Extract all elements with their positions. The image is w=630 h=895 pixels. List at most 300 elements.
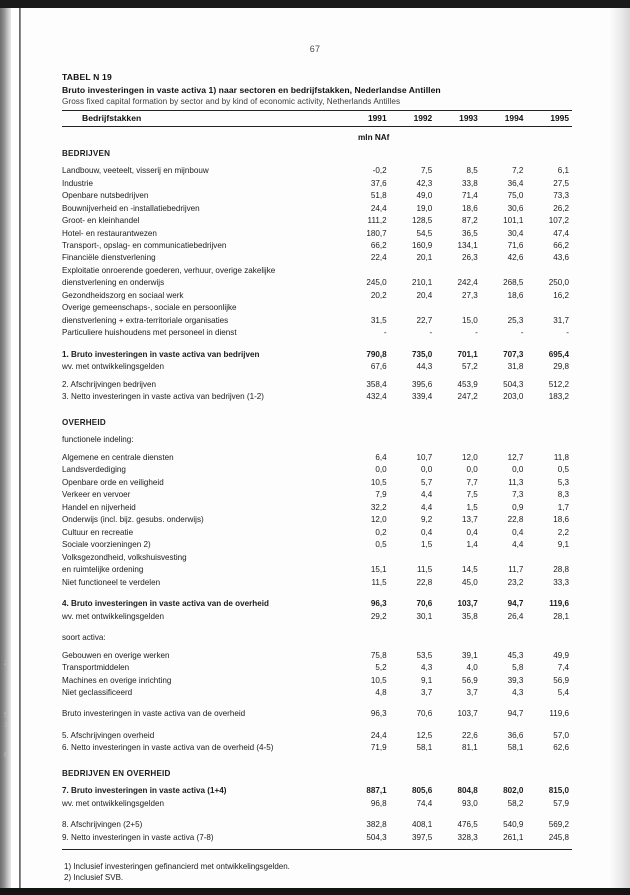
cell-1993: 701,1 — [457, 349, 478, 359]
cell-1992: 49,0 — [416, 191, 433, 201]
row-label: Sociale voorzieningen 2) — [62, 540, 151, 550]
cell-1991 — [344, 302, 390, 314]
row-label: Particuliere huishoudens met personeel in dienst — [62, 328, 237, 338]
cell-1993: 57,2 — [462, 362, 478, 372]
cell-1991: 111,2 — [367, 216, 387, 226]
row-label: Bouwnijverheid en -installatiebedrijven — [62, 203, 200, 213]
bleed-through-mark: 6 — [4, 752, 8, 759]
row-label: Niet geclassificeerd — [62, 688, 133, 697]
row-label: 8. Afschrijvingen (2+5) — [62, 820, 143, 830]
table-title-english: Gross fixed capital formation by sector and by kind of economic activity, Netherlands Antilles — [62, 97, 401, 106]
cell-1994: - — [520, 328, 524, 338]
cell-1993: 453,9 — [457, 379, 478, 389]
bleed-through-mark: 2 — [4, 660, 8, 667]
cell-1991: 67,6 — [370, 362, 387, 372]
table-title-dutch: Bruto investeringen in vaste activa 1) naar sectoren en bedrijfstakken, Nederlandse Antillen — [62, 85, 441, 95]
cell-1995: 815,0 — [548, 786, 569, 796]
cell-1993: 15,0 — [462, 315, 478, 325]
table-row — [62, 252, 572, 264]
section-heading-row — [62, 147, 572, 159]
cell-1993: 33,8 — [462, 178, 478, 188]
row-label: dienstverlening + extra-territoriale organisaties — [62, 315, 229, 325]
scan-edge-top — [0, 0, 630, 8]
cell-1991: 96,3 — [370, 599, 387, 609]
table-row — [62, 598, 572, 610]
row-label: Industrie — [62, 178, 94, 188]
cell-1993: 45,0 — [462, 577, 478, 587]
row-label: Niet functioneel te verdelen — [62, 577, 161, 587]
row-label: Landsverdediging — [62, 465, 126, 475]
cell-1994: 4,3 — [512, 688, 524, 697]
cell-1992: 20,1 — [416, 253, 433, 263]
cell-1993: 0,4 — [466, 527, 478, 537]
row-label: 6. Netto investeringen in vaste activa van de overheid (4-5) — [62, 743, 274, 753]
cell-1992: 10,7 — [416, 452, 433, 462]
row-label: Hotel- en restaurantwezen — [62, 228, 157, 238]
cell-1992: 408,1 — [411, 820, 433, 830]
cell-1995: 0,5 — [557, 465, 569, 475]
cell-1994: 802,0 — [503, 786, 524, 796]
table-row — [62, 576, 572, 588]
cell-1995: 107,2 — [548, 216, 569, 226]
cell-1993: 0,0 — [466, 465, 478, 475]
section-heading: BEDRIJVEN — [62, 148, 111, 158]
table-row — [62, 361, 572, 373]
cell-1991: 790,8 — [366, 349, 387, 359]
row-label: Gebouwen en overige werken — [62, 650, 170, 660]
cell-1993: 103,7 — [457, 709, 478, 719]
table-row — [62, 797, 572, 809]
cell-1993: 4,0 — [466, 663, 478, 673]
cell-1993: 26,3 — [462, 253, 478, 263]
cell-1995: 695,4 — [548, 349, 569, 359]
cell-1994: 94,7 — [507, 599, 524, 609]
table-row — [62, 277, 572, 289]
row-label: dienstverlening en onderwijs — [62, 278, 165, 288]
cell-1992: 397,5 — [411, 832, 433, 842]
table-row — [62, 189, 572, 201]
table-row — [62, 451, 572, 463]
cell-1995: 9,1 — [557, 540, 569, 550]
sub-heading: soort activa: — [62, 633, 106, 643]
cell-1994: 504,3 — [503, 379, 524, 389]
table-row — [62, 649, 572, 661]
cell-1992: - — [429, 328, 433, 338]
cell-1992: 74,4 — [416, 798, 433, 808]
cell-1991: 504,3 — [366, 832, 387, 842]
cell-1993: 247,2 — [457, 392, 478, 402]
cell-1992: 395,6 — [411, 379, 433, 389]
cell-1995: 28,8 — [553, 565, 569, 575]
cell-1995: 56,9 — [553, 675, 569, 685]
row-label: Volksgezondheid, volkshuisvesting — [62, 552, 187, 562]
cell-1993: 36,5 — [462, 228, 478, 238]
cell-1992: 9,1 — [420, 675, 433, 685]
cell-1992: 19,0 — [416, 203, 433, 213]
row-label: 7. Bruto investeringen in vaste activa (1+4) — [62, 786, 227, 796]
cell-1995: 57,0 — [553, 730, 569, 740]
cell-1995: 8,3 — [557, 490, 569, 500]
cell-1993: 27,3 — [462, 290, 478, 300]
cell-1993: 1,4 — [466, 540, 478, 550]
cell-1993: 35,8 — [462, 611, 478, 621]
cell-1995: 119,6 — [549, 709, 569, 719]
column-header-1991: 1991 — [367, 113, 387, 123]
cell-1993: 39,1 — [462, 650, 478, 660]
cell-1993: 18,6 — [462, 203, 478, 213]
table-row — [62, 378, 572, 390]
cell-1992: 70,6 — [416, 599, 433, 609]
scan-edge-bottom — [0, 888, 630, 895]
cell-1992: 22,7 — [416, 315, 433, 325]
cell-1992: 22,8 — [416, 577, 433, 587]
table-block — [62, 72, 572, 884]
cell-1993: 328,3 — [457, 832, 478, 842]
cell-1995: 119,6 — [549, 599, 569, 609]
table-row — [62, 514, 572, 526]
table-row — [62, 177, 572, 189]
cell-1995: 6,1 — [557, 166, 569, 176]
cell-1993: 81,1 — [462, 743, 478, 753]
cell-1995: 7,4 — [557, 663, 569, 673]
cell-1993: 93,0 — [462, 798, 478, 808]
row-label: 9. Netto investeringen in vaste activa (7-8) — [62, 832, 214, 842]
cell-1994: 26,4 — [507, 611, 524, 621]
table-row — [62, 202, 572, 214]
cell-1991: 24,4 — [370, 203, 387, 213]
row-label: Transportmiddelen — [62, 663, 130, 673]
cell-1995: - — [566, 328, 569, 338]
cell-1994: 23,2 — [507, 577, 524, 587]
row-label: Handel en nijverheid — [62, 502, 136, 512]
row-label: wv. met ontwikkelingsgelden — [62, 362, 164, 372]
cell-1992: 42,3 — [416, 178, 433, 188]
cell-1995: 28,1 — [553, 611, 569, 621]
cell-1992: 30,1 — [416, 611, 433, 621]
cell-1994: 36,4 — [507, 178, 524, 188]
cell-1994: 31,8 — [507, 362, 524, 372]
cell-1991: 10,5 — [370, 675, 387, 685]
cell-1992: 0,4 — [420, 527, 433, 537]
cell-1994 — [481, 551, 527, 563]
cell-1991: 0,2 — [375, 527, 387, 537]
cell-1991: 11,5 — [371, 577, 387, 587]
unit-row — [62, 127, 572, 148]
sub-heading-row — [62, 434, 572, 446]
row-label: 4. Bruto investeringen in vaste activa van de overheid — [62, 599, 269, 609]
row-label: en ruimtelijke ordening — [62, 565, 144, 575]
row-label: Verkeer en vervoer — [62, 490, 131, 500]
table-row — [62, 348, 572, 360]
spacer-row — [62, 810, 572, 819]
cell-1992: 53,5 — [416, 650, 433, 660]
cell-1992: 5,7 — [420, 477, 433, 487]
cell-1994: 261,1 — [503, 832, 524, 842]
table-body — [62, 127, 572, 844]
sub-heading: functionele indeling: — [62, 435, 134, 445]
spacer-row — [62, 589, 572, 598]
cell-1994: 0,9 — [512, 502, 524, 512]
cell-1995: 27,5 — [553, 178, 569, 188]
cell-1993: 22,6 — [462, 730, 478, 740]
cell-1994: 25,3 — [507, 315, 524, 325]
table-row — [62, 610, 572, 622]
cell-1993: 476,5 — [457, 820, 478, 830]
table-row — [62, 464, 572, 476]
cell-1993: 7,5 — [466, 490, 478, 500]
cell-1993: 3,7 — [466, 688, 478, 697]
cell-1994: 12,7 — [507, 452, 524, 462]
spacer-row — [62, 754, 572, 767]
cell-1993: 14,5 — [462, 565, 478, 575]
cell-1992: 4,4 — [420, 502, 433, 512]
cell-1991: 0,5 — [375, 540, 387, 550]
bleed-through-mark: 5 — [4, 712, 8, 719]
table-row — [62, 551, 572, 563]
cell-1995: 47,4 — [553, 228, 569, 238]
footnote-2: 2) Inclusief SVB. — [64, 873, 124, 883]
table-row — [62, 302, 572, 314]
cell-1991: 31,5 — [370, 315, 387, 325]
footnote-1: 1) Inclusief investeringen gefinancierd met ontwikkelingsgelden. — [64, 861, 290, 871]
cell-1995: 66,2 — [553, 240, 569, 250]
table-row — [62, 539, 572, 551]
cell-1995: 569,2 — [548, 820, 569, 830]
cell-1994: 75,0 — [507, 191, 524, 201]
cell-1993 — [435, 551, 481, 563]
cell-1992: 3,7 — [420, 688, 433, 697]
table-row — [62, 501, 572, 513]
cell-1994: 11,7 — [508, 565, 524, 575]
cell-1992: 4,3 — [420, 663, 433, 673]
cell-1994: 42,6 — [507, 253, 524, 263]
row-label: Openbare orde en veiligheid — [62, 477, 164, 487]
cell-1992: 735,0 — [411, 349, 433, 359]
cell-1991: 20,2 — [370, 290, 387, 300]
cell-1991: 51,8 — [370, 191, 387, 201]
table-row — [62, 661, 572, 673]
cell-1994: 58,1 — [507, 743, 524, 753]
cell-1995: 29,8 — [553, 362, 569, 372]
cell-1995: 183,2 — [548, 392, 569, 402]
table-row — [62, 564, 572, 576]
cell-1994: 7,2 — [512, 166, 524, 176]
data-table — [62, 110, 572, 850]
cell-1993: 103,7 — [457, 599, 478, 609]
section-heading: BEDRIJVEN EN OVERHEID — [62, 768, 171, 778]
cell-1993: 134,1 — [457, 240, 478, 250]
cell-1994: 30,6 — [507, 203, 524, 213]
cell-1991: 12,0 — [370, 515, 387, 525]
cell-1993: - — [475, 328, 478, 338]
cell-1995: 43,6 — [553, 253, 569, 263]
row-label: wv. met ontwikkelingsgelden — [62, 611, 164, 621]
cell-1991: 15,1 — [370, 565, 387, 575]
row-label: wv. met ontwikkelingsgelden — [62, 798, 164, 808]
cell-1994: 71,6 — [507, 240, 524, 250]
cell-1991: 32,2 — [370, 502, 387, 512]
cell-1995 — [526, 551, 572, 563]
sub-heading-row — [62, 631, 572, 643]
cell-1994: 94,7 — [507, 709, 524, 719]
spacer-row — [62, 403, 572, 416]
cell-1992: 4,4 — [420, 490, 433, 500]
spacer-row — [62, 699, 572, 708]
cell-1992: 210,1 — [411, 278, 433, 288]
table-number: TABEL N 19 — [62, 72, 112, 82]
cell-1995: 57,9 — [553, 798, 569, 808]
table-head — [62, 111, 572, 127]
cell-1994: 707,3 — [503, 349, 524, 359]
column-header-1994: 1994 — [504, 113, 524, 123]
table-row — [62, 327, 572, 339]
cell-1995: 5,3 — [557, 477, 569, 487]
cell-1991: 5,2 — [375, 663, 387, 673]
cell-1991: 96,3 — [370, 709, 387, 719]
cell-1995: 18,6 — [553, 515, 569, 525]
cell-1992: 0,0 — [420, 465, 433, 475]
cell-1993 — [435, 264, 481, 276]
cell-1995: 1,7 — [557, 502, 569, 512]
table-row — [62, 785, 572, 797]
cell-1991: 0,0 — [375, 465, 387, 475]
table-row — [62, 489, 572, 501]
cell-1995: 245,8 — [548, 832, 569, 842]
table-row — [62, 526, 572, 538]
section-heading-row — [62, 767, 572, 779]
table-row — [62, 476, 572, 488]
cell-1992: 70,6 — [416, 709, 433, 719]
row-label: Openbare nutsbedrijven — [62, 191, 149, 201]
cell-1992: 160,9 — [411, 240, 433, 250]
row-label: 1. Bruto investeringen in vaste activa van bedrijven — [62, 349, 260, 359]
cell-1992: 11,5 — [417, 565, 433, 575]
cell-1994: 101,1 — [503, 216, 524, 226]
cell-1991: 24,4 — [370, 730, 387, 740]
cell-1992 — [390, 264, 436, 276]
unit-label: mln NAf — [358, 133, 390, 142]
cell-1994: 7,3 — [512, 490, 524, 500]
footnotes — [62, 861, 572, 884]
spacer-row — [62, 622, 572, 631]
row-label: Financiële dienstverlening — [62, 253, 156, 263]
row-label: Exploitatie onroerende goederen, verhuur, overige zakelijke — [62, 265, 276, 275]
cell-1994: 0,4 — [512, 527, 524, 537]
cell-1991: 245,0 — [366, 278, 387, 288]
table-row — [62, 264, 572, 276]
cell-1993: 8,5 — [466, 166, 478, 176]
cell-1994: 268,5 — [503, 278, 524, 288]
cell-1993: 13,7 — [462, 515, 478, 525]
cell-1994: 58,2 — [507, 798, 524, 808]
rule — [62, 849, 572, 850]
page-right-edge-shade — [608, 8, 630, 888]
cell-1991: 22,4 — [370, 253, 387, 263]
cell-1994: 22,8 — [507, 515, 524, 525]
cell-1993: 242,4 — [457, 278, 478, 288]
bleed-through-mark: 1 — [4, 722, 8, 729]
cell-1994: 0,0 — [512, 465, 524, 475]
cell-1994: 540,9 — [503, 820, 524, 830]
cell-1995 — [526, 264, 572, 276]
cell-1991: 75,8 — [370, 650, 387, 660]
cell-1995: 49,9 — [553, 650, 569, 660]
table-row — [62, 729, 572, 741]
cell-1995: 73,3 — [553, 191, 569, 201]
cell-1993: 56,9 — [462, 675, 478, 685]
header-row — [62, 111, 572, 126]
cell-1993: 7,7 — [466, 477, 478, 487]
cell-1991: 10,5 — [370, 477, 387, 487]
cell-1992: 7,5 — [420, 166, 433, 176]
row-label: Transport-, opslag- en communicatiebedrijven — [62, 240, 227, 250]
row-label: Machines en overige inrichting — [62, 675, 172, 685]
cell-1992 — [390, 551, 436, 563]
table-row — [62, 227, 572, 239]
table-row — [62, 674, 572, 686]
cell-1993: 71,4 — [462, 191, 478, 201]
cell-1993: 87,2 — [462, 216, 478, 226]
cell-1994: 18,6 — [507, 290, 524, 300]
cell-1994 — [481, 302, 527, 314]
cell-1991: 358,4 — [366, 379, 387, 389]
cell-1991: 6,4 — [375, 452, 387, 462]
table-row — [62, 164, 572, 176]
row-label: 3. Netto investeringen in vaste activa van bedrijven (1-2) — [62, 392, 264, 402]
page-number: 67 — [309, 44, 321, 54]
cell-1995: 512,2 — [548, 379, 569, 389]
cell-1994: 5,8 — [512, 663, 524, 673]
cell-1995: 250,0 — [548, 278, 569, 288]
cell-1992: 58,1 — [416, 743, 433, 753]
cell-1991: -0,2 — [372, 166, 387, 176]
table-row — [62, 831, 572, 843]
row-label: Landbouw, veeteelt, visserij en mijnbouw — [62, 166, 209, 176]
table-row — [62, 214, 572, 226]
cell-1993 — [435, 302, 481, 314]
cell-1991: 29,2 — [370, 611, 387, 621]
cell-1994 — [481, 264, 527, 276]
cell-1991: 4,8 — [375, 688, 387, 697]
cell-1995: 11,8 — [553, 452, 569, 462]
cell-1991: 37,6 — [370, 178, 387, 188]
cell-1992: 339,4 — [411, 392, 433, 402]
section-heading-row — [62, 416, 572, 428]
cell-1991: 71,9 — [370, 743, 387, 753]
cell-1995: 31,7 — [553, 315, 569, 325]
cell-1994: 4,4 — [512, 540, 524, 550]
cell-1994: 11,3 — [508, 477, 524, 487]
cell-1995: 26,2 — [553, 203, 569, 213]
cell-1992: 1,5 — [420, 540, 433, 550]
cell-1993: 804,8 — [457, 786, 478, 796]
column-header-1995: 1995 — [550, 113, 569, 123]
cell-1991: 382,8 — [366, 820, 387, 830]
cell-1992: 128,5 — [411, 216, 433, 226]
row-label: Overige gemeenschaps-, sociale en persoonlijke — [62, 303, 237, 313]
table-row — [62, 289, 572, 301]
column-header-1992: 1992 — [413, 113, 433, 123]
cell-1993: 12,0 — [462, 452, 478, 462]
cell-1994: 45,3 — [507, 650, 524, 660]
cell-1993: 1,5 — [466, 502, 478, 512]
row-label: Cultuur en recreatie — [62, 527, 134, 537]
column-header-1993: 1993 — [459, 113, 478, 123]
table-row — [62, 391, 572, 403]
row-label: 2. Afschrijvingen bedrijven — [62, 379, 157, 389]
cell-1991: 66,2 — [370, 240, 387, 250]
cell-1992: 54,5 — [416, 228, 433, 238]
